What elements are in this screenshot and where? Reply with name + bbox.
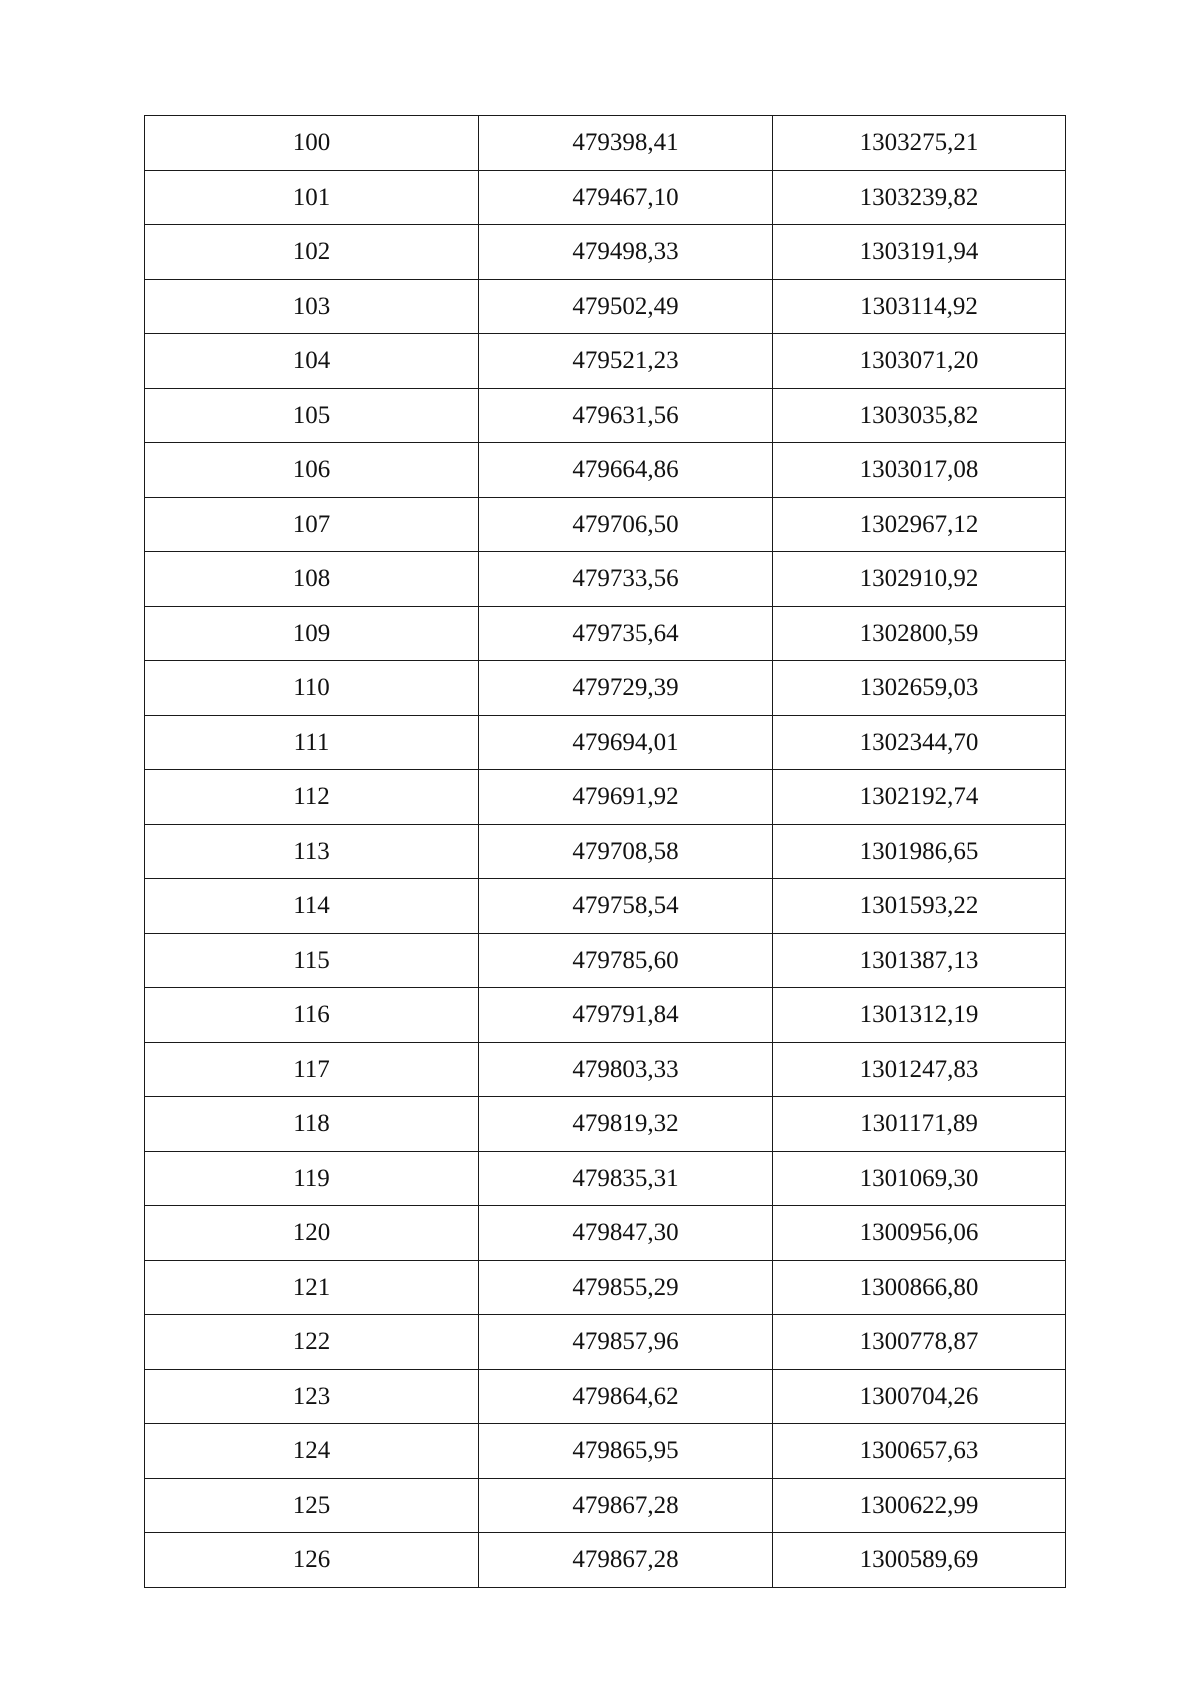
point-number-cell: 103 [145, 279, 479, 334]
point-number-cell: 108 [145, 552, 479, 607]
x-coordinate-cell: 479498,33 [479, 225, 773, 280]
x-coordinate-cell: 479398,41 [479, 116, 773, 171]
point-number-cell: 123 [145, 1369, 479, 1424]
y-coordinate-cell: 1300657,63 [773, 1424, 1066, 1479]
point-number-cell: 118 [145, 1097, 479, 1152]
x-coordinate-cell: 479664,86 [479, 443, 773, 498]
x-coordinate-cell: 479803,33 [479, 1042, 773, 1097]
point-number-cell: 121 [145, 1260, 479, 1315]
x-coordinate-cell: 479502,49 [479, 279, 773, 334]
point-number-cell: 100 [145, 116, 479, 171]
y-coordinate-cell: 1303071,20 [773, 334, 1066, 389]
point-number-cell: 117 [145, 1042, 479, 1097]
point-number-cell: 112 [145, 770, 479, 825]
point-number-cell: 111 [145, 715, 479, 770]
table-row [145, 388, 1066, 443]
y-coordinate-cell: 1302344,70 [773, 715, 1066, 770]
table-row [145, 1315, 1066, 1370]
table-row [145, 1042, 1066, 1097]
table-row [145, 1260, 1066, 1315]
x-coordinate-cell: 479467,10 [479, 170, 773, 225]
x-coordinate-cell: 479857,96 [479, 1315, 773, 1370]
y-coordinate-cell: 1300704,26 [773, 1369, 1066, 1424]
x-coordinate-cell: 479867,28 [479, 1478, 773, 1533]
y-coordinate-cell: 1301171,89 [773, 1097, 1066, 1152]
x-coordinate-cell: 479521,23 [479, 334, 773, 389]
table-row [145, 770, 1066, 825]
x-coordinate-cell: 479867,28 [479, 1533, 773, 1588]
y-coordinate-cell: 1301986,65 [773, 824, 1066, 879]
point-number-cell: 124 [145, 1424, 479, 1479]
y-coordinate-cell: 1300589,69 [773, 1533, 1066, 1588]
x-coordinate-cell: 479865,95 [479, 1424, 773, 1479]
y-coordinate-cell: 1303275,21 [773, 116, 1066, 171]
table-row [145, 497, 1066, 552]
point-number-cell: 122 [145, 1315, 479, 1370]
x-coordinate-cell: 479847,30 [479, 1206, 773, 1261]
x-coordinate-cell: 479631,56 [479, 388, 773, 443]
x-coordinate-cell: 479835,31 [479, 1151, 773, 1206]
point-number-cell: 109 [145, 606, 479, 661]
x-coordinate-cell: 479706,50 [479, 497, 773, 552]
point-number-cell: 104 [145, 334, 479, 389]
y-coordinate-cell: 1301387,13 [773, 933, 1066, 988]
y-coordinate-cell: 1302659,03 [773, 661, 1066, 716]
y-coordinate-cell: 1303239,82 [773, 170, 1066, 225]
y-coordinate-cell: 1303035,82 [773, 388, 1066, 443]
x-coordinate-cell: 479855,29 [479, 1260, 773, 1315]
x-coordinate-cell: 479785,60 [479, 933, 773, 988]
x-coordinate-cell: 479729,39 [479, 661, 773, 716]
point-number-cell: 113 [145, 824, 479, 879]
table-row [145, 334, 1066, 389]
table-row [145, 661, 1066, 716]
y-coordinate-cell: 1301247,83 [773, 1042, 1066, 1097]
x-coordinate-cell: 479735,64 [479, 606, 773, 661]
point-number-cell: 114 [145, 879, 479, 934]
y-coordinate-cell: 1300778,87 [773, 1315, 1066, 1370]
x-coordinate-cell: 479864,62 [479, 1369, 773, 1424]
point-number-cell: 120 [145, 1206, 479, 1261]
y-coordinate-cell: 1301312,19 [773, 988, 1066, 1043]
y-coordinate-cell: 1302910,92 [773, 552, 1066, 607]
point-number-cell: 102 [145, 225, 479, 280]
y-coordinate-cell: 1301593,22 [773, 879, 1066, 934]
table-row [145, 1533, 1066, 1588]
table-row [145, 1097, 1066, 1152]
x-coordinate-cell: 479733,56 [479, 552, 773, 607]
x-coordinate-cell: 479691,92 [479, 770, 773, 825]
point-number-cell: 119 [145, 1151, 479, 1206]
y-coordinate-cell: 1302800,59 [773, 606, 1066, 661]
point-number-cell: 106 [145, 443, 479, 498]
point-number-cell: 110 [145, 661, 479, 716]
y-coordinate-cell: 1300866,80 [773, 1260, 1066, 1315]
table-row [145, 1206, 1066, 1261]
table-row [145, 443, 1066, 498]
point-number-cell: 116 [145, 988, 479, 1043]
table-row [145, 1369, 1066, 1424]
point-number-cell: 107 [145, 497, 479, 552]
y-coordinate-cell: 1302192,74 [773, 770, 1066, 825]
point-number-cell: 105 [145, 388, 479, 443]
y-coordinate-cell: 1301069,30 [773, 1151, 1066, 1206]
table-row [145, 824, 1066, 879]
coordinates-table-body [145, 116, 1066, 1588]
x-coordinate-cell: 479791,84 [479, 988, 773, 1043]
table-row [145, 988, 1066, 1043]
y-coordinate-cell: 1300622,99 [773, 1478, 1066, 1533]
table-row [145, 279, 1066, 334]
table-row [145, 879, 1066, 934]
table-row [145, 933, 1066, 988]
table-row [145, 606, 1066, 661]
point-number-cell: 115 [145, 933, 479, 988]
y-coordinate-cell: 1303191,94 [773, 225, 1066, 280]
y-coordinate-cell: 1303114,92 [773, 279, 1066, 334]
x-coordinate-cell: 479708,58 [479, 824, 773, 879]
y-coordinate-cell: 1300956,06 [773, 1206, 1066, 1261]
x-coordinate-cell: 479819,32 [479, 1097, 773, 1152]
point-number-cell: 101 [145, 170, 479, 225]
table-row [145, 715, 1066, 770]
x-coordinate-cell: 479758,54 [479, 879, 773, 934]
table-row [145, 116, 1066, 171]
point-number-cell: 126 [145, 1533, 479, 1588]
y-coordinate-cell: 1302967,12 [773, 497, 1066, 552]
y-coordinate-cell: 1303017,08 [773, 443, 1066, 498]
coordinates-table [144, 115, 1066, 1588]
table-row [145, 1424, 1066, 1479]
point-number-cell: 125 [145, 1478, 479, 1533]
table-row [145, 552, 1066, 607]
table-row [145, 225, 1066, 280]
table-row [145, 170, 1066, 225]
table-row [145, 1478, 1066, 1533]
x-coordinate-cell: 479694,01 [479, 715, 773, 770]
table-row [145, 1151, 1066, 1206]
